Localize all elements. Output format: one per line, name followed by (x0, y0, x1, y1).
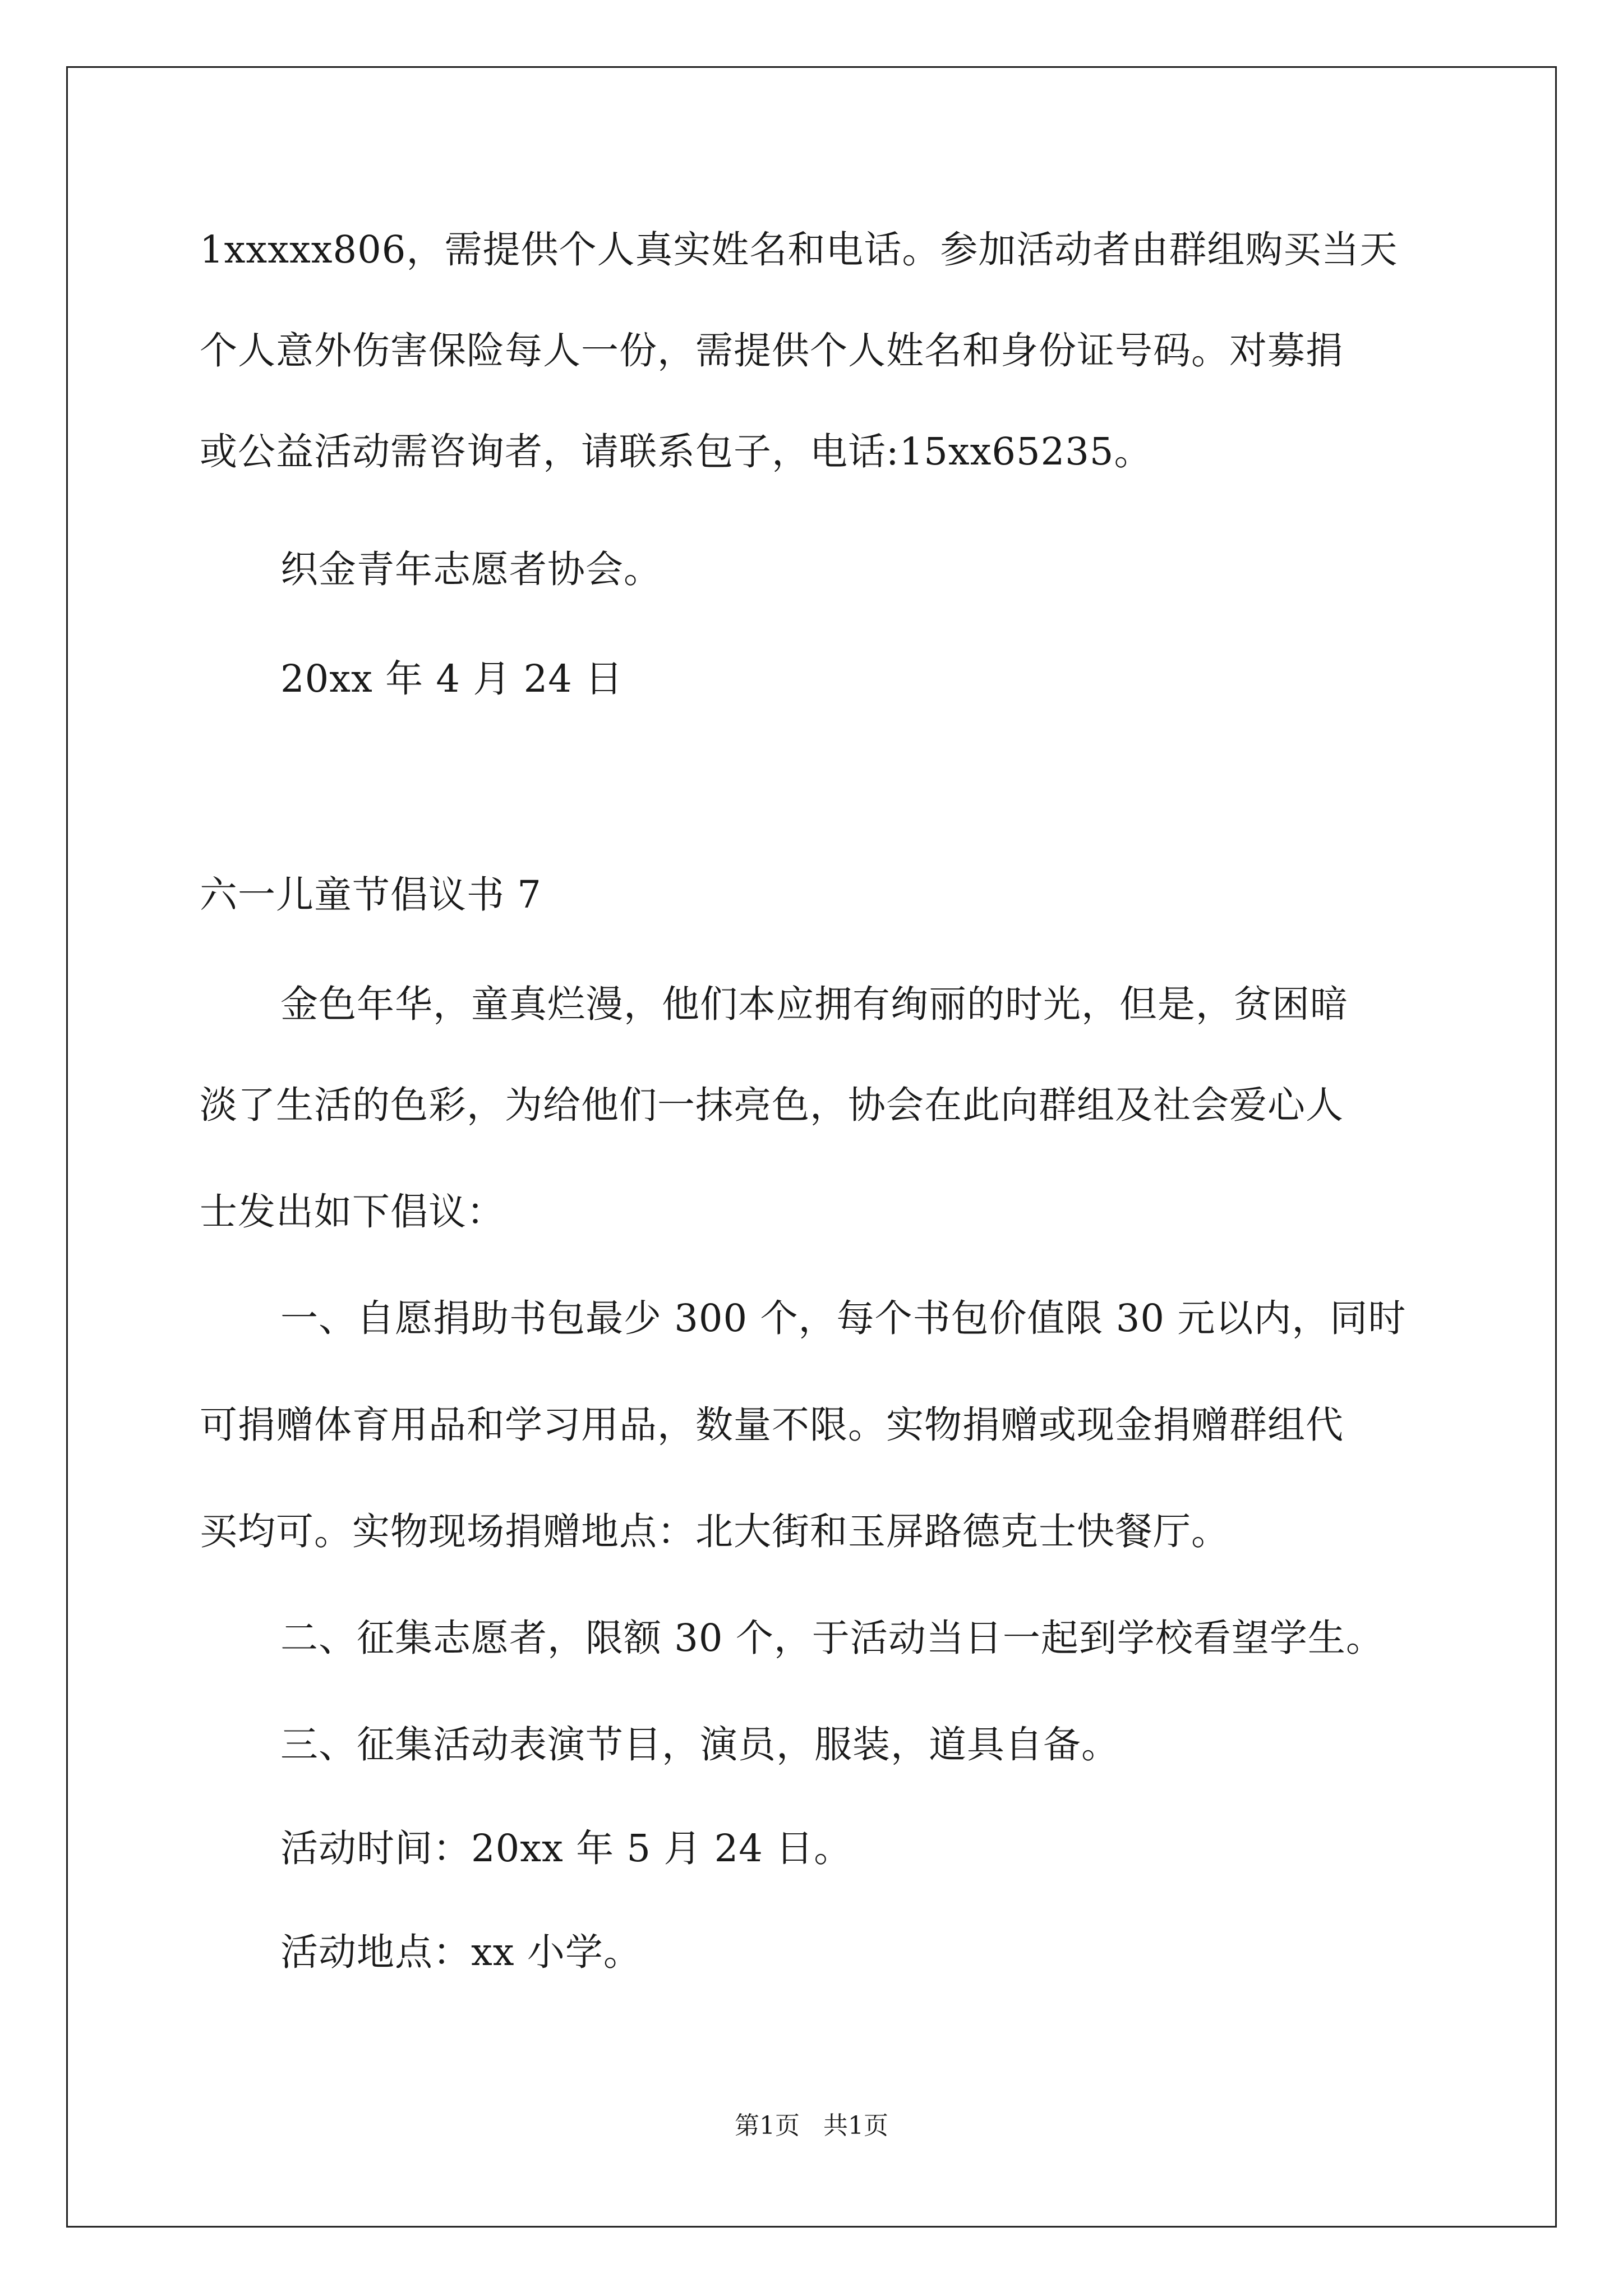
signature-date: 20xx 年 4 月 24 日 (280, 657, 624, 701)
body-text-line: 二、征集志愿者，限额 30 个，于活动当日一起到学校看望学生。 (280, 1616, 1384, 1660)
body-text-line: 淡了生活的色彩，为给他们一抹亮色，协会在此向群组及社会爱心人 (200, 1083, 1344, 1127)
body-text-line: 买均可。实物现场捐赠地点：北大街和玉屏路德克士快餐厅。 (200, 1510, 1229, 1553)
event-time: 活动时间：20xx 年 5 月 24 日。 (280, 1826, 852, 1870)
page-footer: 第1页 共1页 (735, 2111, 888, 2140)
body-text-line: 可捐赠体育用品和学习用品，数量不限。实物捐赠或现金捐赠群组代 (200, 1403, 1344, 1447)
body-text-line: 1xxxxx806，需提供个人真实姓名和电话。参加活动者由群组购买当天 (200, 228, 1398, 272)
body-text-line: 个人意外伤害保险每人一份，需提供个人姓名和身份证号码。对募捐 (200, 329, 1344, 372)
organization-signature: 织金青年志愿者协会。 (280, 547, 662, 591)
section-heading: 六一儿童节倡议书 7 (200, 873, 542, 917)
body-text-line: 或公益活动需咨询者，请联系包子，电话:15xx65235。 (200, 430, 1152, 473)
body-text-line: 金色年华，童真烂漫，他们本应拥有绚丽的时光，但是，贫困暗 (280, 982, 1348, 1026)
body-text-line: 士发出如下倡议： (200, 1190, 505, 1234)
page-border (66, 66, 1557, 2228)
body-text-line: 三、征集活动表演节目，演员，服装，道具自备。 (280, 1723, 1119, 1766)
body-text-line: 一、自愿捐助书包最少 300 个，每个书包价值限 30 元以内，同时 (280, 1296, 1407, 1340)
event-location: 活动地点：xx 小学。 (280, 1930, 642, 1974)
